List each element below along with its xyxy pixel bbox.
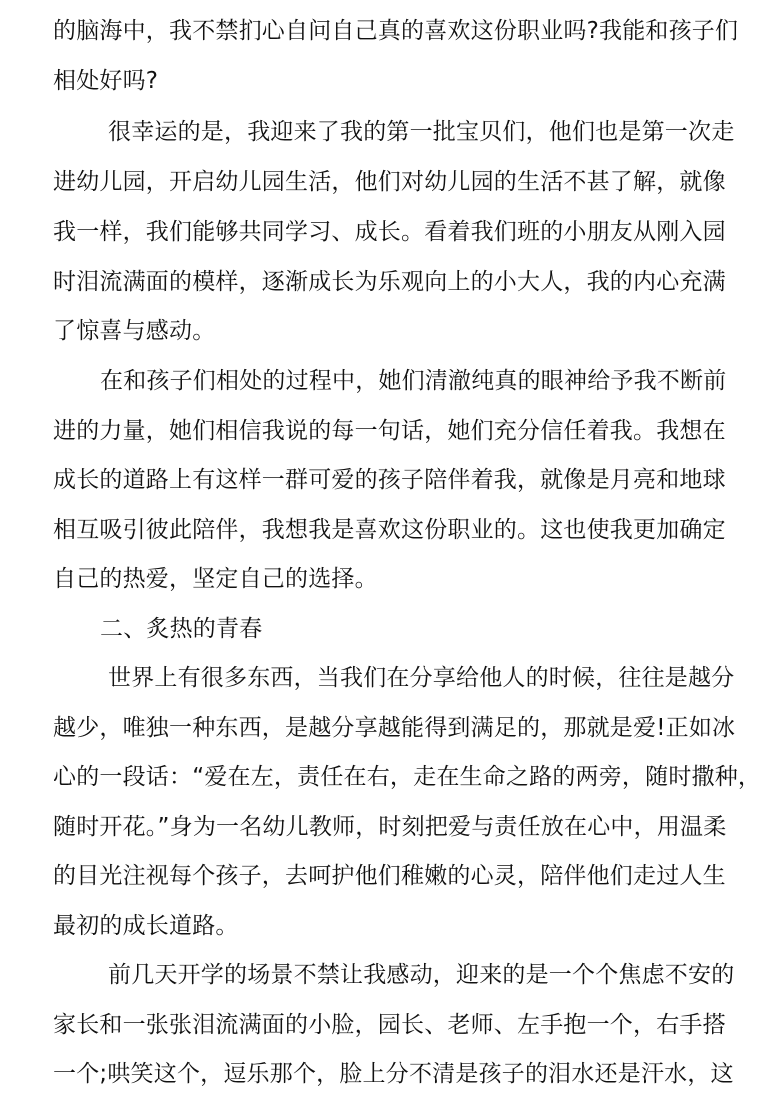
paragraph-first-line: 世界上有很多东西，当我们在分享给他人的时候，往往是越分	[108, 665, 735, 691]
text-line: 心的一段话：“爱在左，责任在右，走在生命之路的两旁，随时撒种，	[53, 764, 762, 790]
text-line: 最初的成长道路。	[53, 913, 239, 939]
paragraph-first-line: 在和孩子们相处的过程中，她们清澈纯真的眼神给予我不断前	[100, 368, 727, 394]
text-line: 越少，唯独一种东西，是越分享越能得到满足的，那就是爱!正如冰	[53, 715, 736, 741]
paragraph-first-line: 很幸运的是，我迎来了我的第一批宝贝们，他们也是第一次走	[108, 119, 735, 145]
text-line: 相处好吗?	[53, 68, 159, 94]
text-line: 进幼儿园，开启幼儿园生活，他们对幼儿园的生活不甚了解，就像	[53, 169, 726, 195]
text-line: 的脑海中，我不禁扪心自问自己真的喜欢这份职业吗?我能和孩子们	[53, 18, 739, 44]
text-line: 随时开花。”身为一名幼儿教师，时刻把爱与责任放在心中，用温柔	[53, 814, 727, 840]
paragraph-first-line: 前几天开学的场景不禁让我感动，迎来的是一个个焦虑不安的	[108, 962, 735, 988]
section-heading: 二、炙热的青春	[100, 616, 263, 642]
text-line: 自己的热爱，坚定自己的选择。	[53, 566, 378, 592]
text-line: 成长的道路上有这样一群可爱的孩子陪伴着我，就像是月亮和地球	[53, 467, 726, 493]
text-line: 我一样，我们能够共同学习、成长。看着我们班的小朋友从刚入园	[53, 219, 726, 245]
text-line: 进的力量，她们相信我说的每一句话，她们充分信任着我。我想在	[53, 418, 726, 444]
text-line: 了惊喜与感动。	[53, 318, 216, 344]
text-line: 的目光注视每个孩子，去呵护他们稚嫩的心灵，陪伴他们走过人生	[53, 863, 726, 889]
text-line: 家长和一张张泪流满面的小脸，园长、老师、左手抱一个，右手搭	[53, 1012, 726, 1038]
text-line: 相互吸引彼此陪伴，我想我是喜欢这份职业的。这也使我更加确定	[53, 517, 726, 543]
text-line: 一个;哄笑这个，逗乐那个，脸上分不清是孩子的泪水还是汗水，这	[53, 1061, 734, 1087]
text-line: 时泪流满面的模样，逐渐成长为乐观向上的小大人，我的内心充满	[53, 269, 726, 295]
